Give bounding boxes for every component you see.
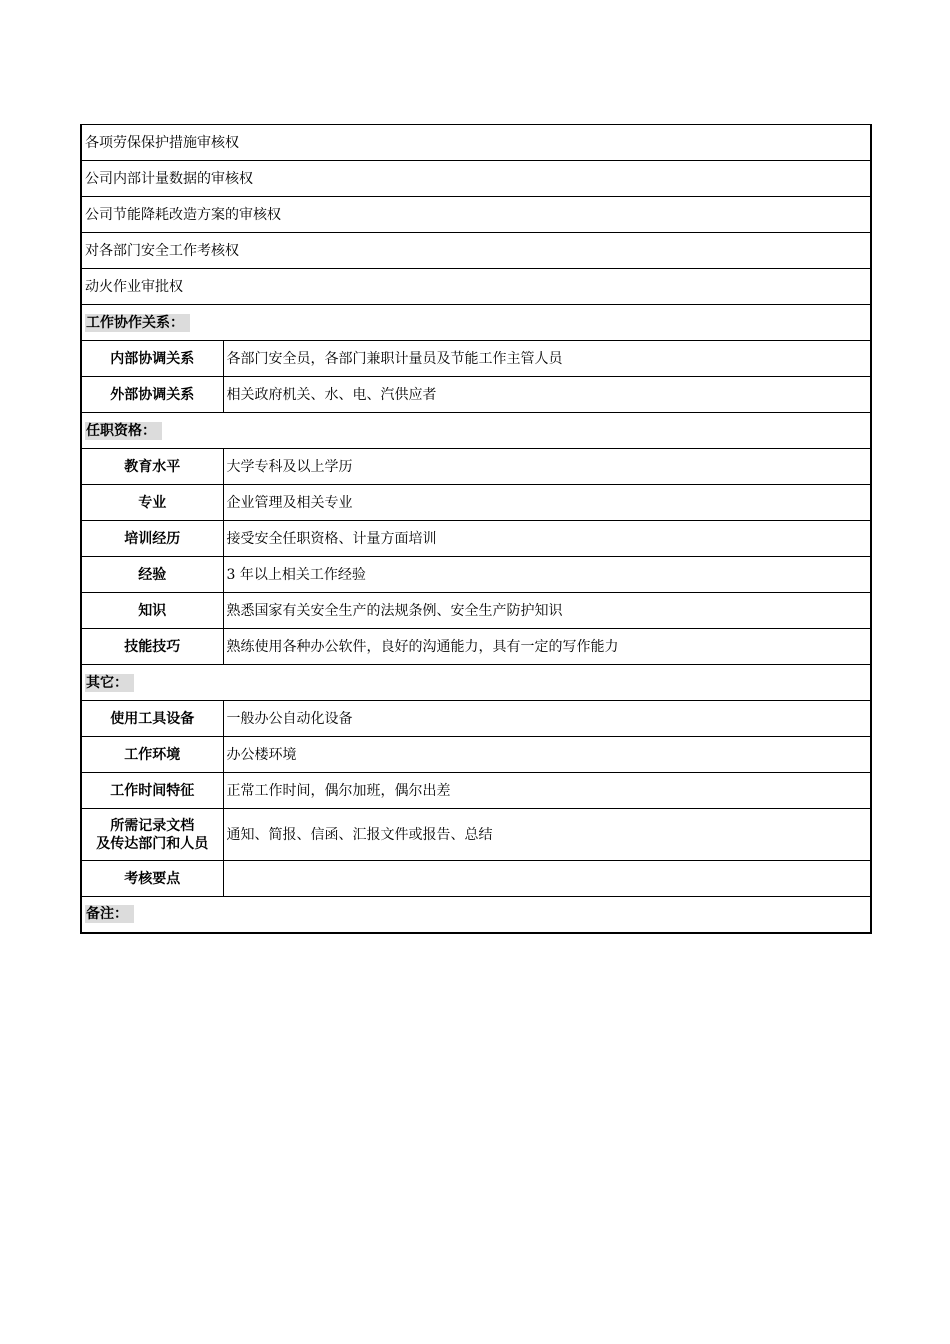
row-label: 知识 bbox=[81, 593, 223, 629]
table-row bbox=[81, 557, 871, 593]
table-row bbox=[81, 809, 871, 861]
row-value: 各部门安全员，各部门兼职计量员及节能工作主管人员 bbox=[223, 341, 871, 377]
section-header-other bbox=[81, 665, 871, 701]
section-title: 备注： bbox=[85, 905, 134, 923]
row-label: 考核要点 bbox=[81, 861, 223, 897]
row-label-line: 所需记录文档 bbox=[110, 817, 195, 834]
row-label: 外部协调关系 bbox=[81, 377, 223, 413]
table-row bbox=[81, 701, 871, 737]
row-label: 专业 bbox=[81, 485, 223, 521]
section-header-qualification bbox=[81, 413, 871, 449]
row-value: 熟练使用各种办公软件，良好的沟通能力，具有一定的写作能力 bbox=[223, 629, 871, 665]
row-label: 使用工具设备 bbox=[81, 701, 223, 737]
row-label: 经验 bbox=[81, 557, 223, 593]
table-row bbox=[81, 521, 871, 557]
table-row bbox=[81, 449, 871, 485]
authority-item: 公司节能降耗改造方案的审核权 bbox=[81, 197, 871, 233]
section-title: 工作协作关系： bbox=[85, 314, 190, 332]
row-label: 教育水平 bbox=[81, 449, 223, 485]
row-value: 企业管理及相关专业 bbox=[223, 485, 871, 521]
row-value: 3 年以上相关工作经验 bbox=[223, 557, 871, 593]
row-value: 接受安全任职资格、计量方面培训 bbox=[223, 521, 871, 557]
row-value: 办公楼环境 bbox=[223, 737, 871, 773]
authority-item: 对各部门安全工作考核权 bbox=[81, 233, 871, 269]
authority-item: 各项劳保保护措施审核权 bbox=[81, 125, 871, 161]
section-header-collaboration bbox=[81, 305, 871, 341]
row-value bbox=[223, 861, 871, 897]
table-row bbox=[81, 737, 871, 773]
table-row bbox=[81, 629, 871, 665]
row-value: 大学专科及以上学历 bbox=[223, 449, 871, 485]
authority-item: 动火作业审批权 bbox=[81, 269, 871, 305]
row-label: 内部协调关系 bbox=[81, 341, 223, 377]
table-row bbox=[81, 485, 871, 521]
row-label: 工作环境 bbox=[81, 737, 223, 773]
row-value: 相关政府机关、水、电、汽供应者 bbox=[223, 377, 871, 413]
row-label bbox=[81, 809, 223, 861]
row-label: 培训经历 bbox=[81, 521, 223, 557]
section-title: 任职资格： bbox=[85, 422, 162, 440]
table-row bbox=[81, 861, 871, 897]
job-description-table bbox=[80, 124, 872, 934]
authority-item: 公司内部计量数据的审核权 bbox=[81, 161, 871, 197]
row-label-line: 及传达部门和人员 bbox=[96, 835, 209, 852]
row-label: 技能技巧 bbox=[81, 629, 223, 665]
row-value: 正常工作时间，偶尔加班，偶尔出差 bbox=[223, 773, 871, 809]
authority-row bbox=[81, 233, 871, 269]
table-row bbox=[81, 593, 871, 629]
authority-row bbox=[81, 197, 871, 233]
table-row bbox=[81, 341, 871, 377]
table-row bbox=[81, 377, 871, 413]
row-value: 熟悉国家有关安全生产的法规条例、安全生产防护知识 bbox=[223, 593, 871, 629]
authority-row bbox=[81, 269, 871, 305]
section-title: 其它： bbox=[85, 674, 134, 692]
authority-row bbox=[81, 125, 871, 161]
row-value: 通知、简报、信函、汇报文件或报告、总结 bbox=[223, 809, 871, 861]
authority-row bbox=[81, 161, 871, 197]
row-value: 一般办公自动化设备 bbox=[223, 701, 871, 737]
row-label: 工作时间特征 bbox=[81, 773, 223, 809]
section-header-remarks bbox=[81, 897, 871, 933]
table-row bbox=[81, 773, 871, 809]
